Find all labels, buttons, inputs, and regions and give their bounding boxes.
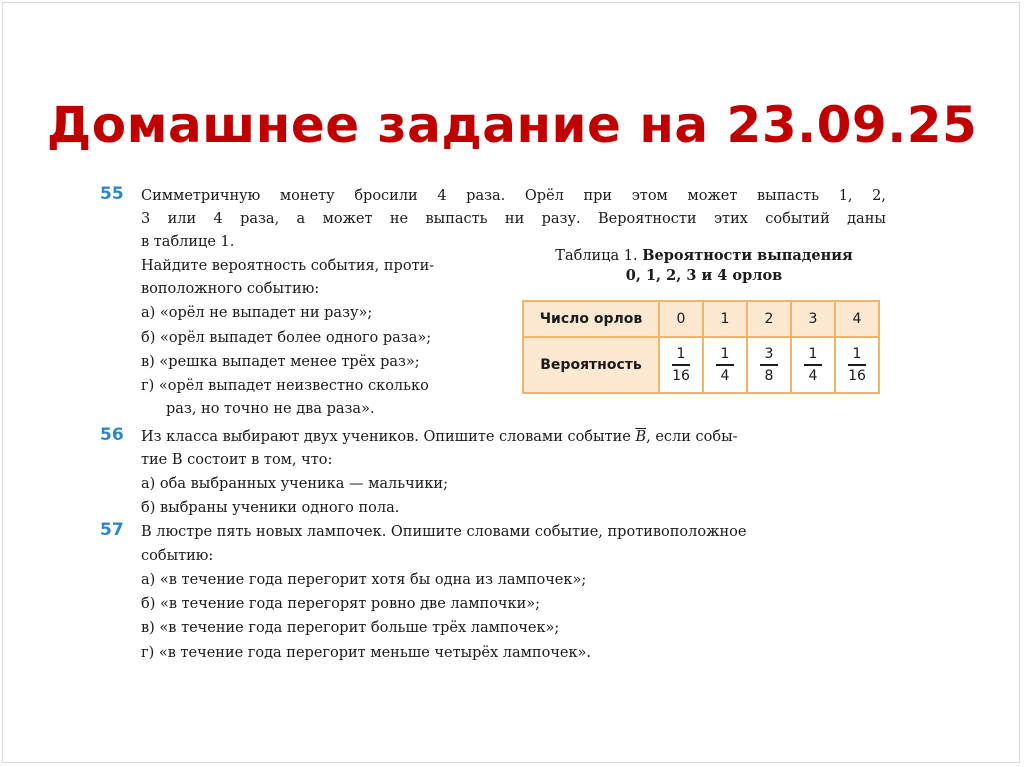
word: 4 [213,211,223,227]
word: не [389,211,409,227]
task-55-line-4: Найдите вероятность события, проти- [141,258,435,274]
textbook-page [100,180,890,680]
table-cell [747,337,791,393]
fraction-bar [804,364,822,366]
table-cell [791,337,835,393]
task-56-line-1 [141,427,738,447]
word: бросили [354,188,418,204]
task-57-item-b: б) «в течение года перегорят ровно две лампочки»; [141,596,540,612]
fraction-denominator: 16 [848,367,866,384]
task-55-line-2 [141,209,886,229]
table-caption-prefix: Таблица 1. [555,248,638,264]
fraction-numerator: 1 [808,346,818,363]
table-caption-bold: Вероятности выпадения [642,247,853,264]
text-segment: Из класса выбирают двух учеников. Опишите словами событие [141,429,636,445]
word: выпасть [425,211,488,227]
fraction [672,345,690,385]
fraction-denominator: 16 [672,367,690,384]
task-55-number: 55 [100,184,124,204]
word: раза, [240,211,280,227]
task-55-line-5: воположного событию: [141,281,320,297]
word: даны [847,211,886,227]
task-56-item-b: б) выбраны ученики одного пола. [141,500,400,516]
task-57-item-v: в) «в течение года перегорит больше трёх лампочек»; [141,620,560,636]
word: этом [631,188,668,204]
word: 4 [437,188,447,204]
table-cell: 3 [791,301,835,337]
task-55-item-a: а) «орёл не выпадет ни разу»; [141,305,373,321]
table-row-label: Вероятность [523,337,659,393]
event-complement: $\overline{B}$ [635,429,647,445]
table-cell [835,337,879,393]
task-56-item-a: а) оба выбранных ученика — мальчики; [141,476,448,492]
task-56-line-2: тие B состоит в том, что: [141,452,333,468]
table-cell [703,337,747,393]
word: этих [713,211,748,227]
task-57-item-g: г) «в течение года перегорит меньше четырёх лампочек». [141,645,592,661]
task-57-item-a: а) «в течение года перегорит хотя бы одна из лампочек»; [141,572,587,588]
word: выпасть [757,188,820,204]
table-cell: 2 [747,301,791,337]
table-row [523,301,879,337]
word: а [296,211,306,227]
table-row-label: Число орлов [523,301,659,337]
task-55-line-3: в таблице 1. [141,234,235,250]
word: ни [504,211,525,227]
fraction-bar [760,364,778,366]
word: или [167,211,197,227]
word: 1, [838,188,853,204]
fraction [804,345,822,385]
fraction [760,345,778,385]
task-57-number: 57 [100,520,124,540]
task-55-item-g: г) «орёл выпадет неизвестно сколько [141,378,429,394]
table-caption-line-1 [520,246,888,266]
word: Вероятности [597,211,697,227]
probability-table [522,300,880,394]
page-title: Домашнее задание на 23.09.25 [46,95,978,154]
word: монету [279,188,335,204]
fraction-bar [672,364,690,366]
task-56-number: 56 [100,425,124,445]
task-57-line-1: В люстре пять новых лампочек. Опишите словами событие, противоположное [141,524,747,540]
word: может [687,188,738,204]
fraction-numerator: 1 [676,346,686,363]
table-caption [520,246,888,286]
fraction-numerator: 1 [852,346,862,363]
fraction-numerator: 3 [764,346,774,363]
word: 3 [141,211,151,227]
text-segment: , если собы- [646,429,738,445]
task-55-item-v: в) «решка выпадет менее трёх раз»; [141,354,420,370]
fraction-numerator: 1 [720,346,730,363]
word: раза. [466,188,506,204]
fraction-denominator: 8 [764,367,774,384]
fraction-bar [716,364,734,366]
task-55-line-1 [141,186,886,206]
word: может [322,211,373,227]
fraction-bar [848,364,866,366]
table-row [523,337,879,393]
fraction-denominator: 4 [808,367,818,384]
table-cell: 4 [835,301,879,337]
fraction-denominator: 4 [720,367,730,384]
table-cell: 0 [659,301,703,337]
word: 2, [872,188,886,204]
word: событий [765,211,830,227]
task-57-line-2: событию: [141,548,214,564]
table-cell [659,337,703,393]
word: Симметричную [141,188,261,204]
task-55-item-b: б) «орёл выпадет более одного раза»; [141,330,432,346]
fraction [848,345,866,385]
task-55-item-g-cont: раз, но точно не два раза». [166,401,375,417]
table-caption-line-2: 0, 1, 2, 3 и 4 орлов [625,267,783,284]
fraction [716,345,734,385]
word: Орёл [524,188,564,204]
word: разу. [541,211,581,227]
word: при [583,188,613,204]
table-cell: 1 [703,301,747,337]
